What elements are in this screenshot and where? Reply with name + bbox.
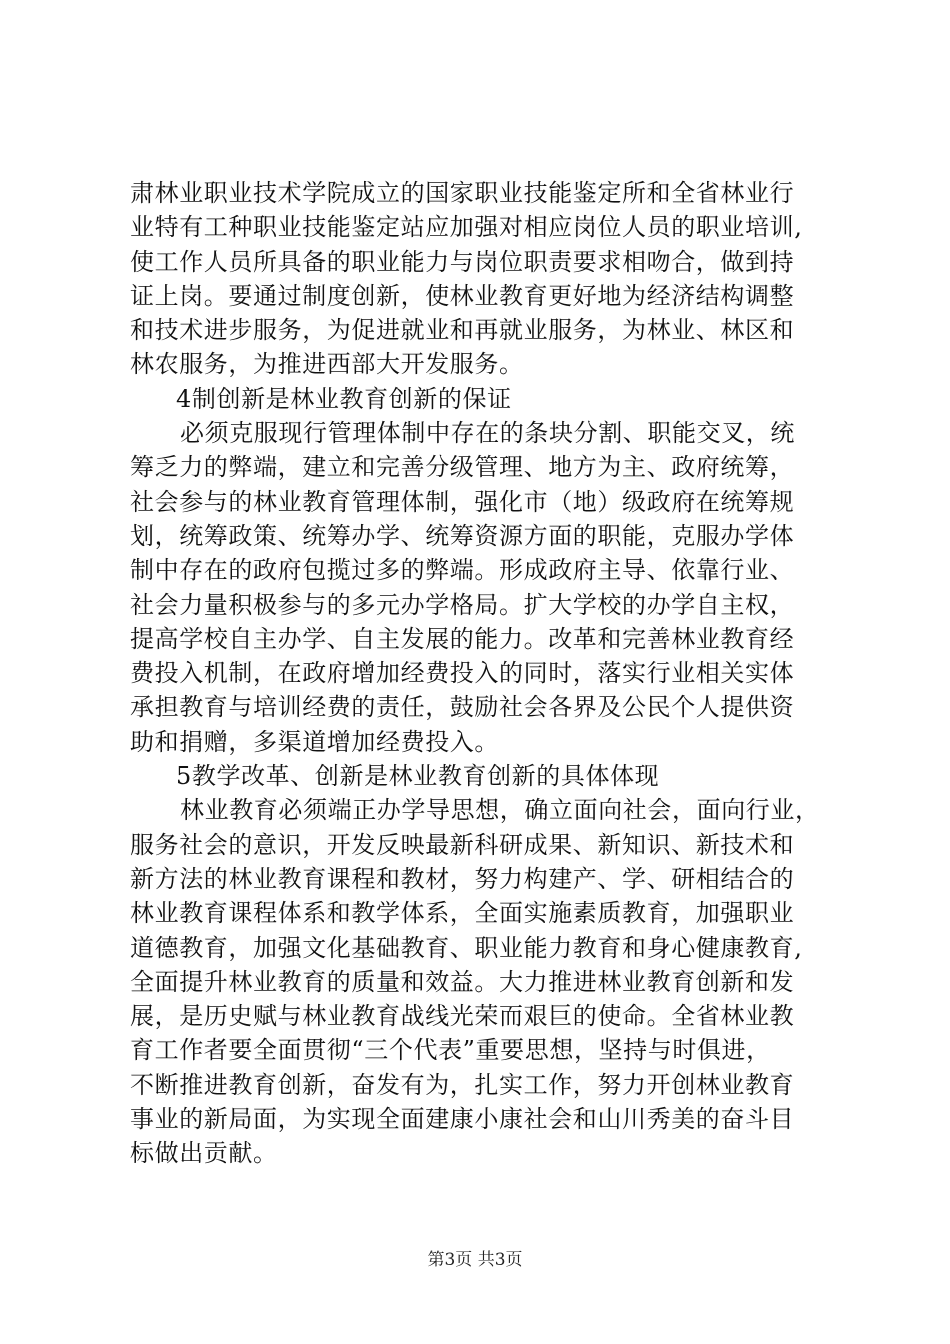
text-line: 新方法的林业教育课程和教材，努力构建产、学、研相结合的 xyxy=(130,864,795,893)
page-footer xyxy=(0,1245,950,1270)
text-line: 道德教育，加强文化基础教育、职业能力教育和身心健康教育, xyxy=(130,933,803,962)
text-line: 费投入机制，在政府增加经费投入的同时，落实行业相关实体 xyxy=(130,659,795,688)
text-line: 划，统筹政策、统筹办学、统筹资源方面的职能，克服办学体 xyxy=(130,521,795,550)
text-line: 必须克服现行管理体制中存在的条块分割、职能交叉，统 xyxy=(180,419,795,448)
text-line: 服务社会的意识，开发反映最新科研成果、新知识、新技术和 xyxy=(130,830,795,859)
text-line: 制中存在的政府包揽过多的弊端。形成政府主导、依靠行业、 xyxy=(130,556,795,585)
text-line: 林业教育课程体系和教学体系，全面实施素质教育，加强职业 xyxy=(130,899,795,928)
text-line: 标做出贡献。 xyxy=(130,1139,278,1168)
text-line: 展，是历史赋与林业教育战线光荣而艰巨的使命。全省林业教 xyxy=(130,1002,795,1031)
text-line: 事业的新局面，为实现全面建康小康社会和山川秀美的奋斗目 xyxy=(130,1105,795,1134)
text-line: 肃林业职业技术学院成立的国家职业技能鉴定所和全省林业行 xyxy=(130,179,795,207)
section-heading: 5教学改革、创新是林业教育创新的具体体现 xyxy=(176,762,660,791)
section-heading: 4制创新是林业教育创新的保证 xyxy=(176,384,512,413)
text-line: 提高学校自主办学、自主发展的能力。改革和完善林业教育经 xyxy=(130,624,795,653)
text-line: 林业教育必须端正办学导思想，确立面向社会，面向行业， xyxy=(180,796,820,825)
page-number: 第3页 共3页 xyxy=(427,1250,523,1270)
text-line: 不断推进教育创新，奋发有为，扎实工作，努力开创林业教育 xyxy=(130,1070,795,1099)
text-line: 助和捐赠，多渠道增加经费投入。 xyxy=(130,727,499,756)
text-line: 和技术进步服务，为促进就业和再就业服务，为林业、林区和 xyxy=(130,316,795,345)
text-line: 社会力量积极参与的多元办学格局。扩大学校的办学自主权， xyxy=(130,590,795,619)
text-line: 林农服务，为推进西部大开发服务。 xyxy=(130,350,524,379)
document-body xyxy=(130,176,830,1171)
text-line: 全面提升林业教育的质量和效益。大力推进林业教育创新和发 xyxy=(130,967,795,996)
text-line: 育工作者要全面贯彻“三个代表”重要思想，坚持与时俱进， xyxy=(130,1036,771,1065)
text-line: 筹乏力的弊端，建立和完善分级管理、地方为主、政府统筹， xyxy=(130,453,795,482)
text-line: 业特有工种职业技能鉴定站应加强对相应岗位人员的职业培训, xyxy=(130,213,803,242)
text-line: 使工作人员所具备的职业能力与岗位职责要求相吻合，做到持 xyxy=(130,247,795,276)
text-line: 证上岗。要通过制度创新，使林业教育更好地为经济结构调整 xyxy=(130,281,795,310)
text-line: 社会参与的林业教育管理体制，强化市（地）级政府在统筹规 xyxy=(130,487,795,516)
text-line: 承担教育与培训经费的责任，鼓励社会各界及公民个人提供资 xyxy=(130,693,795,722)
